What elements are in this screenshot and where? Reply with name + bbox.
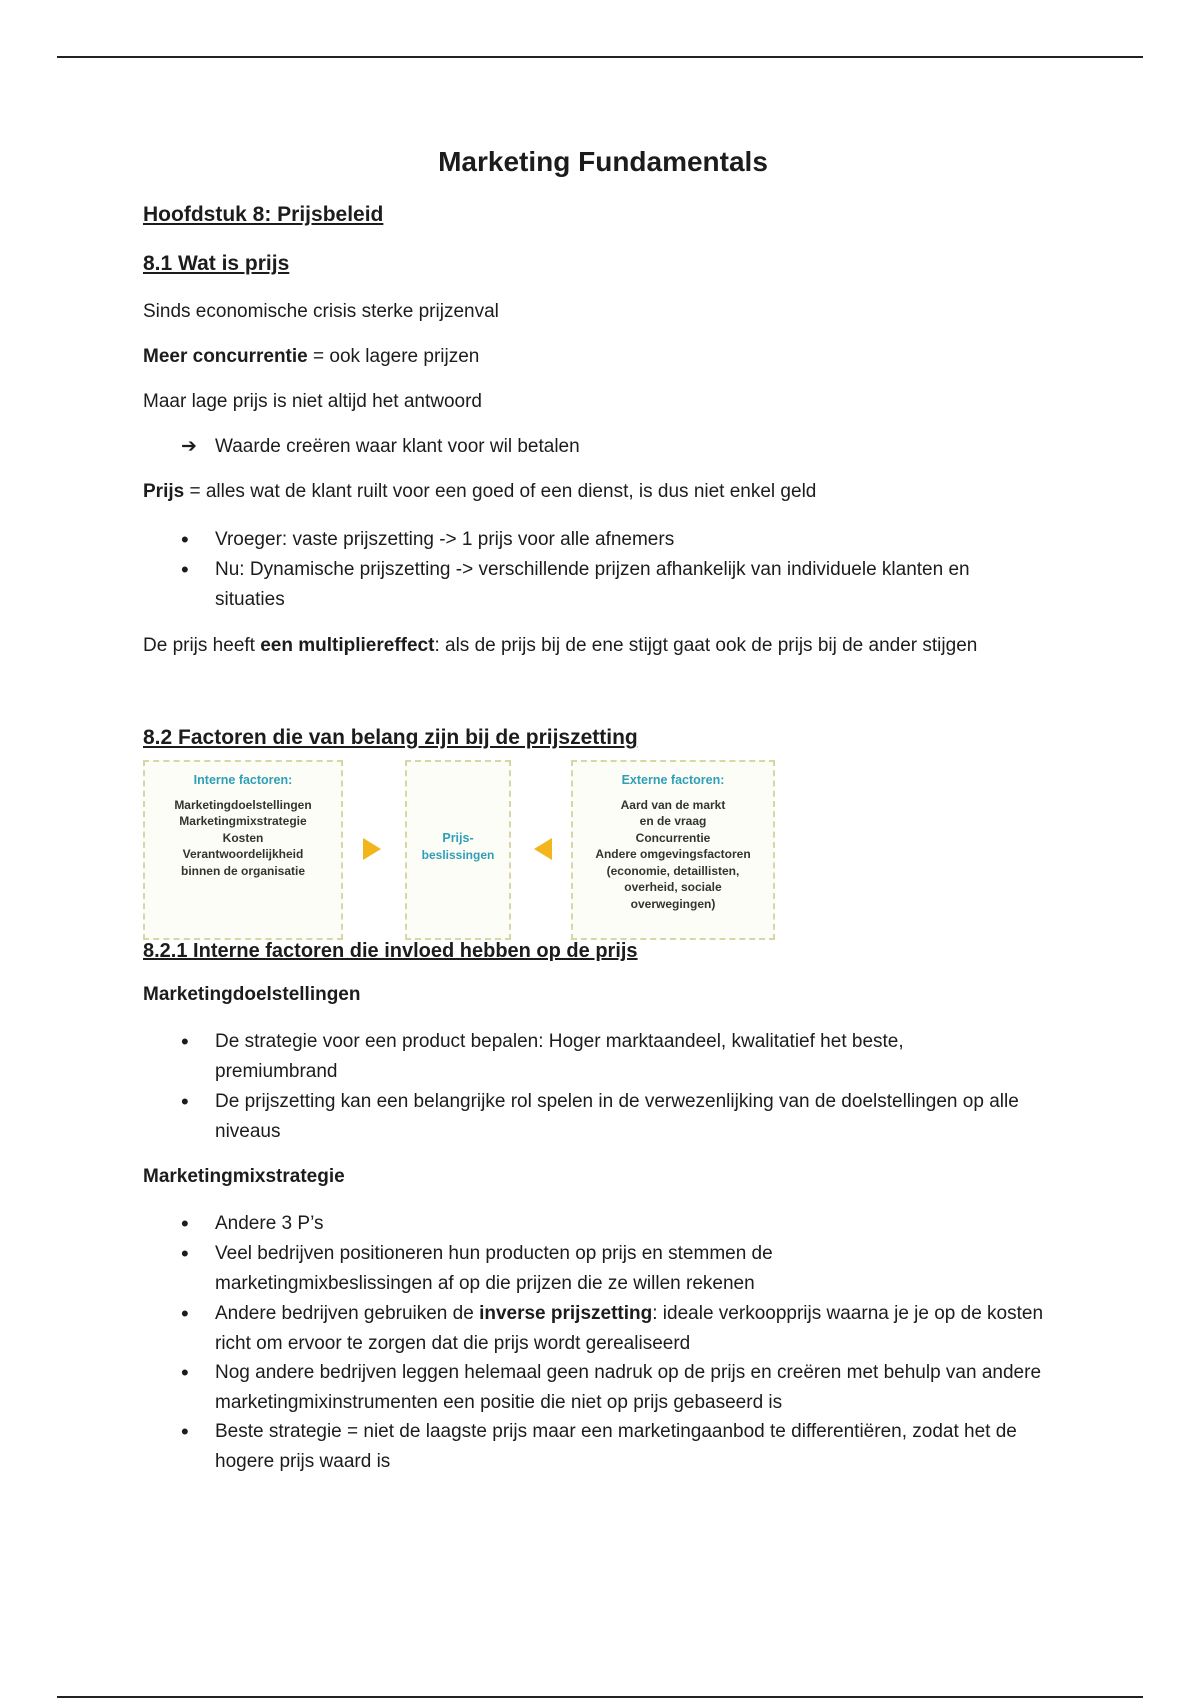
arrow-right-icon [363, 838, 381, 860]
internal-factors-box [143, 760, 343, 940]
list-item-text: Beste strategie = niet de laagste prijs maar een marketingaanbod te differentiëren, zodat het de hogere prijs waard is [215, 1421, 1017, 1472]
internal-factor: Kosten [222, 830, 264, 845]
external-factor: en de vraag [639, 814, 707, 828]
external-factor: Concurrentie [635, 830, 711, 845]
external-factor: (economie, detaillisten, [606, 863, 740, 878]
paragraph-text: : als de prijs bij de ene stijgt gaat ook de prijs bij de ander stijgen [434, 635, 978, 656]
bullet-icon: • [181, 1419, 189, 1444]
paragraph [143, 345, 479, 369]
list-item-text: De strategie voor een product bepalen: Hoger marktaandeel, kwalitatief het beste, premiumbrand [215, 1031, 904, 1082]
paragraph [143, 480, 816, 504]
list-item-text [215, 1299, 1063, 1359]
arrow-right-icon: ➔ [181, 436, 197, 457]
subheading: Marketingmixstrategie [143, 1166, 345, 1187]
list-item-text: Vroeger: vaste prijszetting -> 1 prijs voor alle afnemers [215, 529, 675, 550]
list-item [143, 1087, 1063, 1147]
section-8-1-heading: 8.1 Wat is prijs [143, 252, 290, 275]
list-item-text: De prijszetting kan een belangrijke rol spelen in de verwezenlijking van de doelstellingen op alle niveaus [215, 1091, 1019, 1142]
external-factor: Andere omgevingsfactoren [595, 847, 751, 861]
section-8-2-1-heading: 8.2.1 Interne factoren die invloed hebben op de prijs [143, 940, 638, 962]
bullet-icon: • [181, 1029, 189, 1054]
list-item-text: Nu: Dynamische prijszetting -> verschillende prijzen afhankelijk van individuele klanten en situaties [215, 559, 970, 610]
arrow-line [181, 435, 580, 458]
bullet-icon: • [181, 1241, 189, 1266]
bottom-rule [57, 1696, 1143, 1698]
price-decisions-title: beslissingen [421, 847, 495, 862]
subheading: Marketingdoelstellingen [143, 984, 361, 1005]
bold-term: een multipliereffect [260, 635, 435, 656]
bullet-icon: • [181, 1360, 189, 1385]
external-factor: overheid, sociale [624, 880, 722, 894]
paragraph: Maar lage prijs is niet altijd het antwoord [143, 391, 483, 412]
internal-factor: binnen de organisatie [180, 863, 306, 878]
paragraph-text: De prijs heeft [143, 635, 261, 656]
list-item-text: : ideale verkoopprijs waarna je je op de kosten richt om ervoor te zorgen dat die prijs wordt gerealiseerd [215, 1303, 1044, 1354]
chapter-heading: Hoofdstuk 8: Prijsbeleid [143, 203, 384, 226]
internal-factors-title: Interne factoren: [193, 773, 293, 787]
list-item [143, 1358, 1063, 1418]
page-title: Marketing Fundamentals [438, 146, 768, 177]
internal-factor: Marketingdoelstellingen [174, 797, 312, 812]
bold-term: inverse prijszetting [479, 1303, 653, 1324]
external-factor: overwegingen) [630, 896, 716, 911]
bullet-icon: • [181, 1301, 189, 1326]
internal-factor: Marketingmixstrategie [179, 814, 307, 828]
arrow-left-icon [534, 838, 552, 860]
list-item-text: Andere 3 P’s [215, 1213, 324, 1234]
list-item [143, 1027, 983, 1087]
paragraph [143, 634, 977, 658]
bullet-icon: • [181, 527, 189, 552]
paragraph: Sinds economische crisis sterke prijzenval [143, 301, 499, 322]
list-item-text: Andere bedrijven gebruiken de [215, 1303, 480, 1324]
bullet-icon: • [181, 1211, 189, 1236]
internal-factor: Verantwoordelijkheid [182, 847, 304, 861]
external-factor: Aard van de markt [620, 797, 726, 812]
list-item [143, 1299, 1063, 1359]
paragraph-text: = alles wat de klant ruilt voor een goed of een dienst, is dus niet enkel geld [184, 481, 817, 502]
arrow-text: Waarde creëren waar klant voor wil betalen [215, 436, 580, 457]
bold-term: Prijs [143, 481, 185, 502]
bullet-icon: • [181, 1089, 189, 1114]
list-item [143, 1209, 1063, 1239]
paragraph-text: = ook lagere prijzen [307, 346, 480, 367]
section-8-2-heading: 8.2 Factoren die van belang zijn bij de prijszetting [143, 726, 638, 749]
price-decisions-title: Prijs- [442, 831, 474, 845]
bullet-icon: • [181, 557, 189, 582]
list-item [143, 525, 1063, 555]
top-rule [57, 56, 1143, 58]
external-factors-box [571, 760, 775, 940]
bold-term: Meer concurrentie [143, 346, 308, 367]
price-factors-diagram [143, 760, 775, 938]
price-decisions-box [405, 760, 511, 940]
list-item-text: Nog andere bedrijven leggen helemaal geen nadruk op de prijs en creëren met behulp van andere marketingmixinstrumenten een positie die niet op prijs gebaseerd is [215, 1362, 1042, 1413]
list-item-text: Veel bedrijven positioneren hun producten op prijs en stemmen de marketingmixbeslissingen af op die prijzen die ze willen rekenen [215, 1243, 773, 1294]
list-item [143, 1417, 1063, 1477]
list-item [143, 1239, 863, 1299]
external-factors-title: Externe factoren: [621, 773, 725, 787]
list-item [143, 555, 1043, 615]
